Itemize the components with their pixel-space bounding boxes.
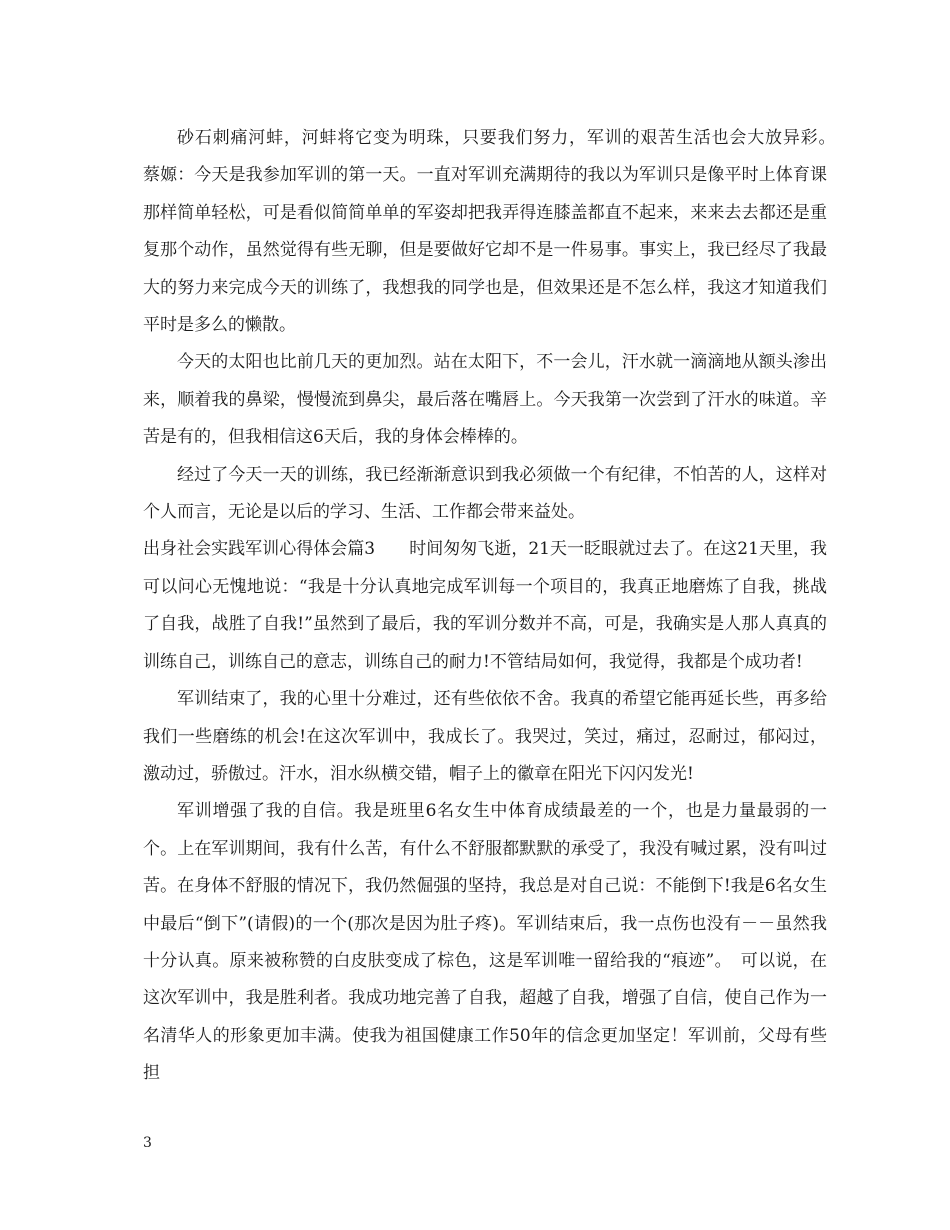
page-number: 3 bbox=[143, 1135, 152, 1151]
paragraph-1: 砂石刺痛河蚌，河蚌将它变为明珠，只要我们努力，军训的艰苦生活也会大放异彩。 蔡嫄：今天是我参加军训的第一天。一直对军训充满期待的我以为军训只是像平时上体育课那样简单轻松，可是看似简简单单的军姿却把我弄得连膝盖都直不起来，来来去去都还是重复那个动作，虽然觉得有些无聊，但是要做好它却不是一件易事。事实上，我已经尽了我最大的努力来完成今天的训练了，我想我的同学也是，但效果还是不怎么样，我这才知道我们平时是多么的懒散。 bbox=[143, 128, 844, 336]
paragraph-3: 经过了今天一天的训练，我已经渐渐意识到我必须做一个有纪律，不怕苦的人，这样对个人而言，无论是以后的学习、生活、工作都会带来益处。 bbox=[143, 464, 827, 523]
paragraph-4-section-heading: 出身社会实践军训心得体会篇3 时间匆匆飞逝，21天一眨眼就过去了。在这21天里，我可以问心无愧地说：“我是十分认真地完成军训每一个项目的，我真正地磨炼了自我，挑战了自我，战胜了自我!”虽然到了最后，我的军训分数并不高，可是，我确实是人那人真真的训练自己，训练自己的意志，训练自己的耐力!不管结局如何，我觉得，我都是个成功者! bbox=[143, 539, 827, 672]
paragraph-6: 军训增强了我的自信。我是班里6名女生中体育成绩最差的一个，也是力量最弱的一个。上在军训期间，我有什么苦，有什么不舒服都默默的承受了，我没有喊过累，没有叫过苦。在身体不舒服的情况下，我仍然倔强的坚持，我总是对自己说：不能倒下!我是6名女生中最后“倒下”(请假)的一个(那次是因为肚子疼)。军训结束后，我一点伤也没有－－虽然我十分认真。原来被称赞的白皮肤变成了棕色，这是军训唯一留给我的“痕迹”。 可以说，在这次军训中，我是胜利者。我成功地完善了自我，超越了自我，增强了自信，使自己作为一名清华人的形象更加丰满。使我为祖国健康工作50年的信念更加坚定！军训前，父母有些担 bbox=[143, 801, 827, 1084]
paragraph-5: 军训结束了，我的心里十分难过，还有些依依不舍。我真的希望它能再延长些，再多给我们一些磨练的机会!在这次军训中，我成长了。我哭过，笑过，痛过，忍耐过，郁闷过，激动过，骄傲过。汗水，泪水纵横交错，帽子上的徽章在阳光下闪闪发光! bbox=[143, 689, 827, 784]
document-body bbox=[143, 120, 844, 1093]
paragraph-2: 今天的太阳也比前几天的更加烈。站在太阳下，不一会儿，汗水就一滴滴地从额头渗出来，顺着我的鼻梁，慢慢流到鼻尖，最后落在嘴唇上。今天我第一次尝到了汗水的味道。辛苦是有的，但我相信这6天后，我的身体会棒棒的。 bbox=[143, 352, 827, 448]
